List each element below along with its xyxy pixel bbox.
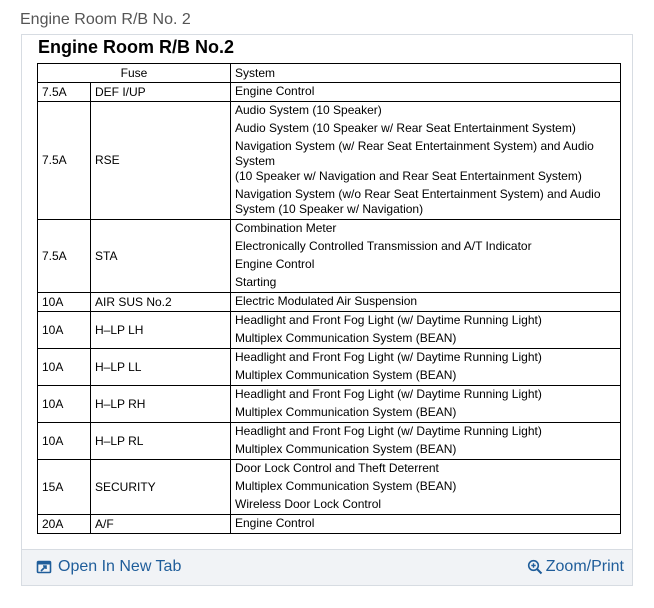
open-in-new-tab-label: Open In New Tab bbox=[58, 558, 182, 575]
system-entry: Starting bbox=[235, 275, 277, 289]
fuse-name-cell: H–LP RL bbox=[91, 423, 231, 460]
fuse-amperage-cell: 7.5A bbox=[38, 220, 91, 293]
system-entry: Multiplex Communication System (BEAN) bbox=[235, 331, 457, 345]
zoom-print-link[interactable] bbox=[527, 558, 624, 576]
table-row bbox=[38, 312, 621, 349]
system-entry: Wireless Door Lock Control bbox=[235, 497, 382, 511]
system-entry: Audio System (10 Speaker) bbox=[235, 103, 382, 117]
table-row bbox=[38, 515, 621, 534]
fuse-name-cell: H–LP LH bbox=[91, 312, 231, 349]
fuse-amperage-cell: 10A bbox=[38, 293, 91, 312]
system-entry: Engine Control bbox=[235, 516, 315, 530]
system-cell bbox=[231, 293, 621, 312]
open-in-new-tab-link[interactable] bbox=[36, 558, 181, 576]
fuse-column-header: Fuse bbox=[38, 64, 231, 83]
fuse-name-cell: A/F bbox=[91, 515, 231, 534]
system-entry: Headlight and Front Fog Light (w/ Daytime Running Light) bbox=[235, 387, 542, 401]
panel-footer bbox=[22, 549, 632, 585]
fuse-amperage-cell: 10A bbox=[38, 386, 91, 423]
fuse-name-cell: AIR SUS No.2 bbox=[91, 293, 231, 312]
system-entry: Multiplex Communication System (BEAN) bbox=[235, 479, 457, 493]
fuse-amperage-cell: 10A bbox=[38, 312, 91, 349]
table-row bbox=[38, 349, 621, 386]
system-cell bbox=[231, 220, 621, 293]
fuse-table bbox=[37, 63, 621, 534]
zoom-in-icon bbox=[527, 559, 543, 575]
system-entry: Electric Modulated Air Suspension bbox=[235, 294, 418, 308]
fuse-amperage-cell: 7.5A bbox=[38, 83, 91, 102]
table-row bbox=[38, 423, 621, 460]
fuse-amperage-cell: 10A bbox=[38, 349, 91, 386]
system-column-header: System bbox=[231, 64, 621, 83]
system-entry: Combination Meter bbox=[235, 221, 337, 235]
fuse-name-cell: DEF I/UP bbox=[91, 83, 231, 102]
table-row bbox=[38, 83, 621, 102]
fuse-table-panel bbox=[21, 34, 633, 586]
document-title: Engine Room R/B No.2 bbox=[38, 37, 235, 57]
table-row bbox=[38, 460, 621, 515]
system-cell bbox=[231, 312, 621, 349]
system-cell bbox=[231, 386, 621, 423]
system-entry: Audio System (10 Speaker w/ Rear Seat Entertainment System) bbox=[235, 121, 576, 135]
fuse-name-cell: RSE bbox=[91, 102, 231, 220]
fuse-amperage-cell: 10A bbox=[38, 423, 91, 460]
system-entry: Electronically Controlled Transmission and A/T Indicator bbox=[235, 239, 532, 253]
table-row bbox=[38, 220, 621, 293]
system-cell bbox=[231, 515, 621, 534]
fuse-amperage-cell: 15A bbox=[38, 460, 91, 515]
fuse-amperage-cell: 20A bbox=[38, 515, 91, 534]
fuse-name-cell: SECURITY bbox=[91, 460, 231, 515]
fuse-name-cell: H–LP LL bbox=[91, 349, 231, 386]
system-entry: Door Lock Control and Theft Deterrent bbox=[235, 461, 439, 475]
system-entry: Engine Control bbox=[235, 257, 315, 271]
system-cell bbox=[231, 349, 621, 386]
system-entry: Multiplex Communication System (BEAN) bbox=[235, 368, 457, 382]
system-cell bbox=[231, 460, 621, 515]
system-entry: Multiplex Communication System (BEAN) bbox=[235, 442, 457, 456]
fuse-name-cell: STA bbox=[91, 220, 231, 293]
system-cell bbox=[231, 83, 621, 102]
fuse-name-cell: H–LP RH bbox=[91, 386, 231, 423]
figure-caption: Engine Room R/B No. 2 bbox=[20, 11, 191, 28]
system-entry: Multiplex Communication System (BEAN) bbox=[235, 405, 457, 419]
system-entry: Headlight and Front Fog Light (w/ Daytime Running Light) bbox=[235, 424, 542, 438]
system-entry: Headlight and Front Fog Light (w/ Daytime Running Light) bbox=[235, 313, 542, 327]
table-row bbox=[38, 386, 621, 423]
zoom-print-label: Zoom/Print bbox=[545, 558, 624, 575]
system-cell bbox=[231, 423, 621, 460]
open-in-new-tab-icon bbox=[36, 559, 52, 575]
table-row bbox=[38, 293, 621, 312]
system-cell bbox=[231, 102, 621, 220]
system-entry: Navigation System (w/ Rear Seat Entertainment System) and Audio System (10 Speaker w/ Navigation and Rear Seat Entertainment System) bbox=[235, 139, 594, 183]
system-entry: Engine Control bbox=[235, 84, 315, 98]
fuse-amperage-cell: 7.5A bbox=[38, 102, 91, 220]
table-header-row bbox=[38, 64, 621, 83]
table-row bbox=[38, 102, 621, 220]
fuse-table-body bbox=[38, 83, 621, 534]
system-entry: Navigation System (w/o Rear Seat Entertainment System) and Audio System (10 Speaker w/ Navigation) bbox=[235, 187, 601, 216]
system-entry: Headlight and Front Fog Light (w/ Daytime Running Light) bbox=[235, 350, 542, 364]
